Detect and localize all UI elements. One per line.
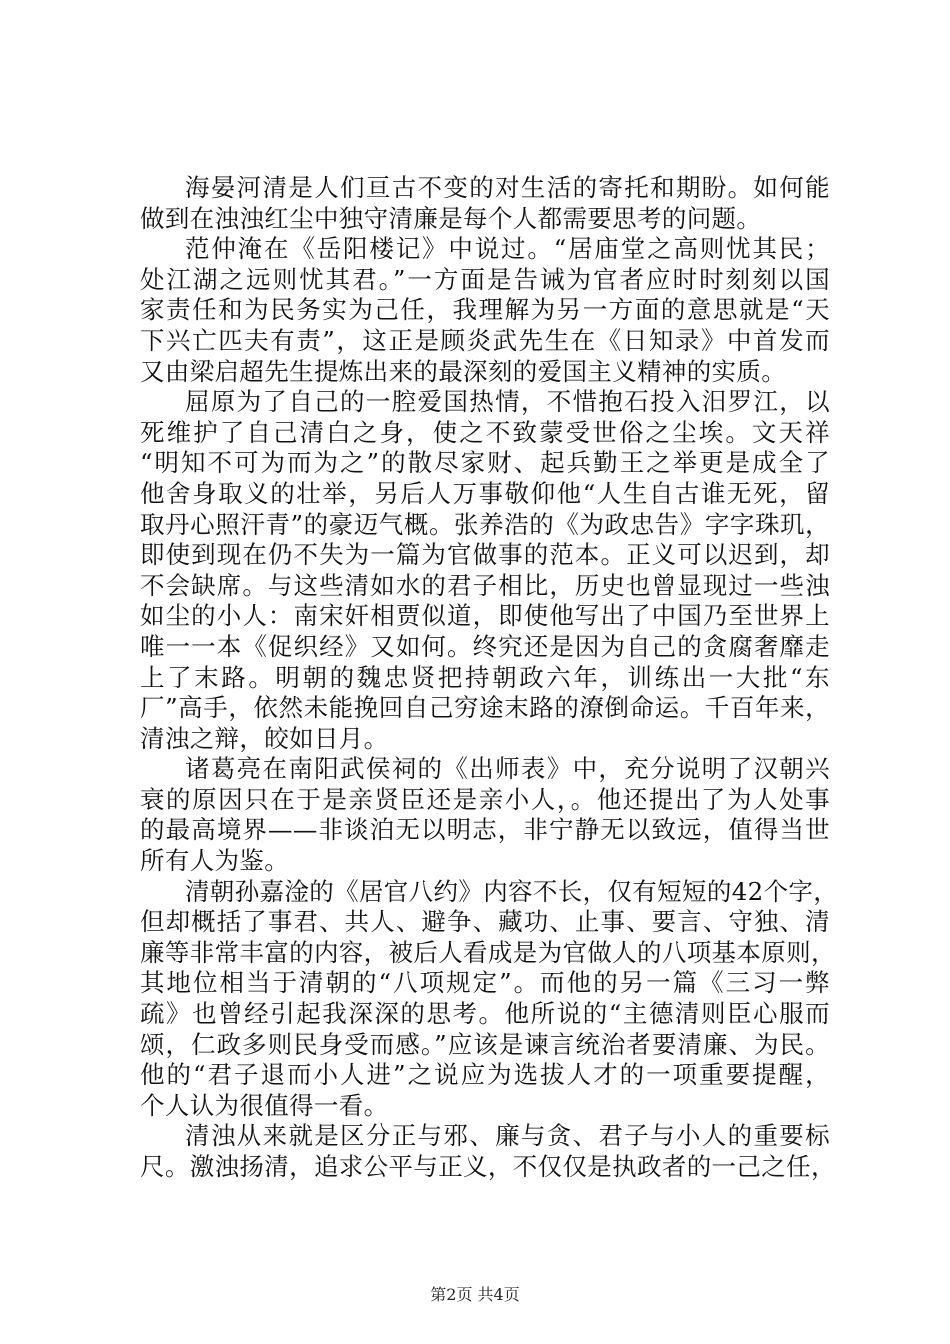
text-line: 衰的原因只在于是亲贤臣还是亲小人，。他还提出了为人处事: [140, 784, 830, 814]
text-line: 海晏河清是人们亘古不变的对生活的寄托和期盼。如何能: [185, 173, 830, 202]
text-line: 即使到现在仍不失为一篇为官做事的范本。正义可以迟到，却: [140, 540, 830, 570]
text-line: 他的“君子退而小人进”之说应为选拔人才的一项重要提醒，: [140, 1060, 830, 1090]
text-line: 又由梁启超先生提炼出来的最深刻的爱国主义精神的实质。: [140, 356, 787, 386]
text-line: 个人认为很值得一看。: [140, 1090, 389, 1120]
text-line: 其地位相当于清朝的“八项规定”。而他的另一篇《三习一弊: [140, 968, 830, 998]
text-line: 不会缺席。与这些清如水的君子相比，历史也曾显现过一些浊: [140, 570, 830, 600]
text-line: 尺。激浊扬清，追求公平与正义，不仅仅是执政者的一己之任，: [140, 1152, 836, 1181]
text-line: 唯一一本《促织经》又如何。终究还是因为自己的贪腐奢靡走: [140, 631, 830, 661]
text-line: 取丹心照汗青”的豪迈气概。张养浩的《为政忠告》字字珠玑，: [140, 509, 830, 539]
text-line: 疏》也曾经引起我深深的思考。他所说的“主德清则臣心服而: [140, 999, 830, 1029]
text-line: 下兴亡匹夫有责”，这正是顾炎武先生在《日知录》中首发而: [140, 325, 830, 355]
document-body: [140, 173, 839, 1183]
text-line: 处江湖之远则忧其君。”一方面是告诫为官者应时时刻刻以国: [140, 264, 830, 294]
text-line: 清浊从来就是区分正与邪、廉与贪、君子与小人的重要标: [185, 1121, 830, 1151]
text-line: “明知不可为而为之”的散尽家财、起兵勤王之举更是成全了: [140, 448, 830, 478]
text-line: 他舍身取义的壮举，另后人万事敬仰他“人生自古谁无死，留: [140, 478, 830, 508]
text-line: 所有人为鉴。: [140, 846, 290, 876]
text-line: 清浊之辩，皎如日月。: [140, 723, 389, 753]
text-line: 颂，仁政多则民身受而感。”应该是谏言统治者要清廉、为民。: [140, 1029, 830, 1059]
text-line: 做到在浊浊红尘中独守清廉是每个人都需要思考的问题。: [140, 203, 762, 233]
text-line: 屈原为了自己的一腔爱国热情，不惜抱石投入汨罗江，以: [185, 387, 830, 417]
text-line: 如尘的小人：南宋奸相贾似道，即使他写出了中国乃至世界上: [140, 601, 830, 631]
text-line: 廉等非常丰富的内容，被后人看成是为官做人的八项基本原则，: [140, 937, 836, 967]
text-line: 的最高境界——非谈泊无以明志，非宁静无以致远，值得当世: [140, 815, 830, 845]
text-line: 死维护了自己清白之身，使之不致蒙受世俗之尘埃。文天祥: [140, 417, 830, 447]
text-line: 清朝孙嘉淦的《居官八约》内容不长，仅有短短的42个字，: [185, 876, 839, 906]
text-line: 上了末路。明朝的魏忠贤把持朝政六年，训练出一大批“东: [140, 662, 830, 692]
page-number-footer: 第2页 共4页: [430, 1285, 520, 1304]
text-line: 厂”高手，依然未能挽回自己穷途末路的潦倒命运。千百年来，: [140, 693, 830, 723]
text-line: 范仲淹在《岳阳楼记》中说过。“居庙堂之高则忧其民；: [185, 234, 830, 264]
text-line: 家责任和为民务实为己任，我理解为另一方面的意思就是“天: [140, 295, 830, 325]
text-line: 但却概括了事君、共人、避争、藏功、止事、要言、守独、清: [140, 907, 830, 937]
text-line: 诸葛亮在南阳武侯祠的《出师表》中，充分说明了汉朝兴: [185, 754, 830, 784]
